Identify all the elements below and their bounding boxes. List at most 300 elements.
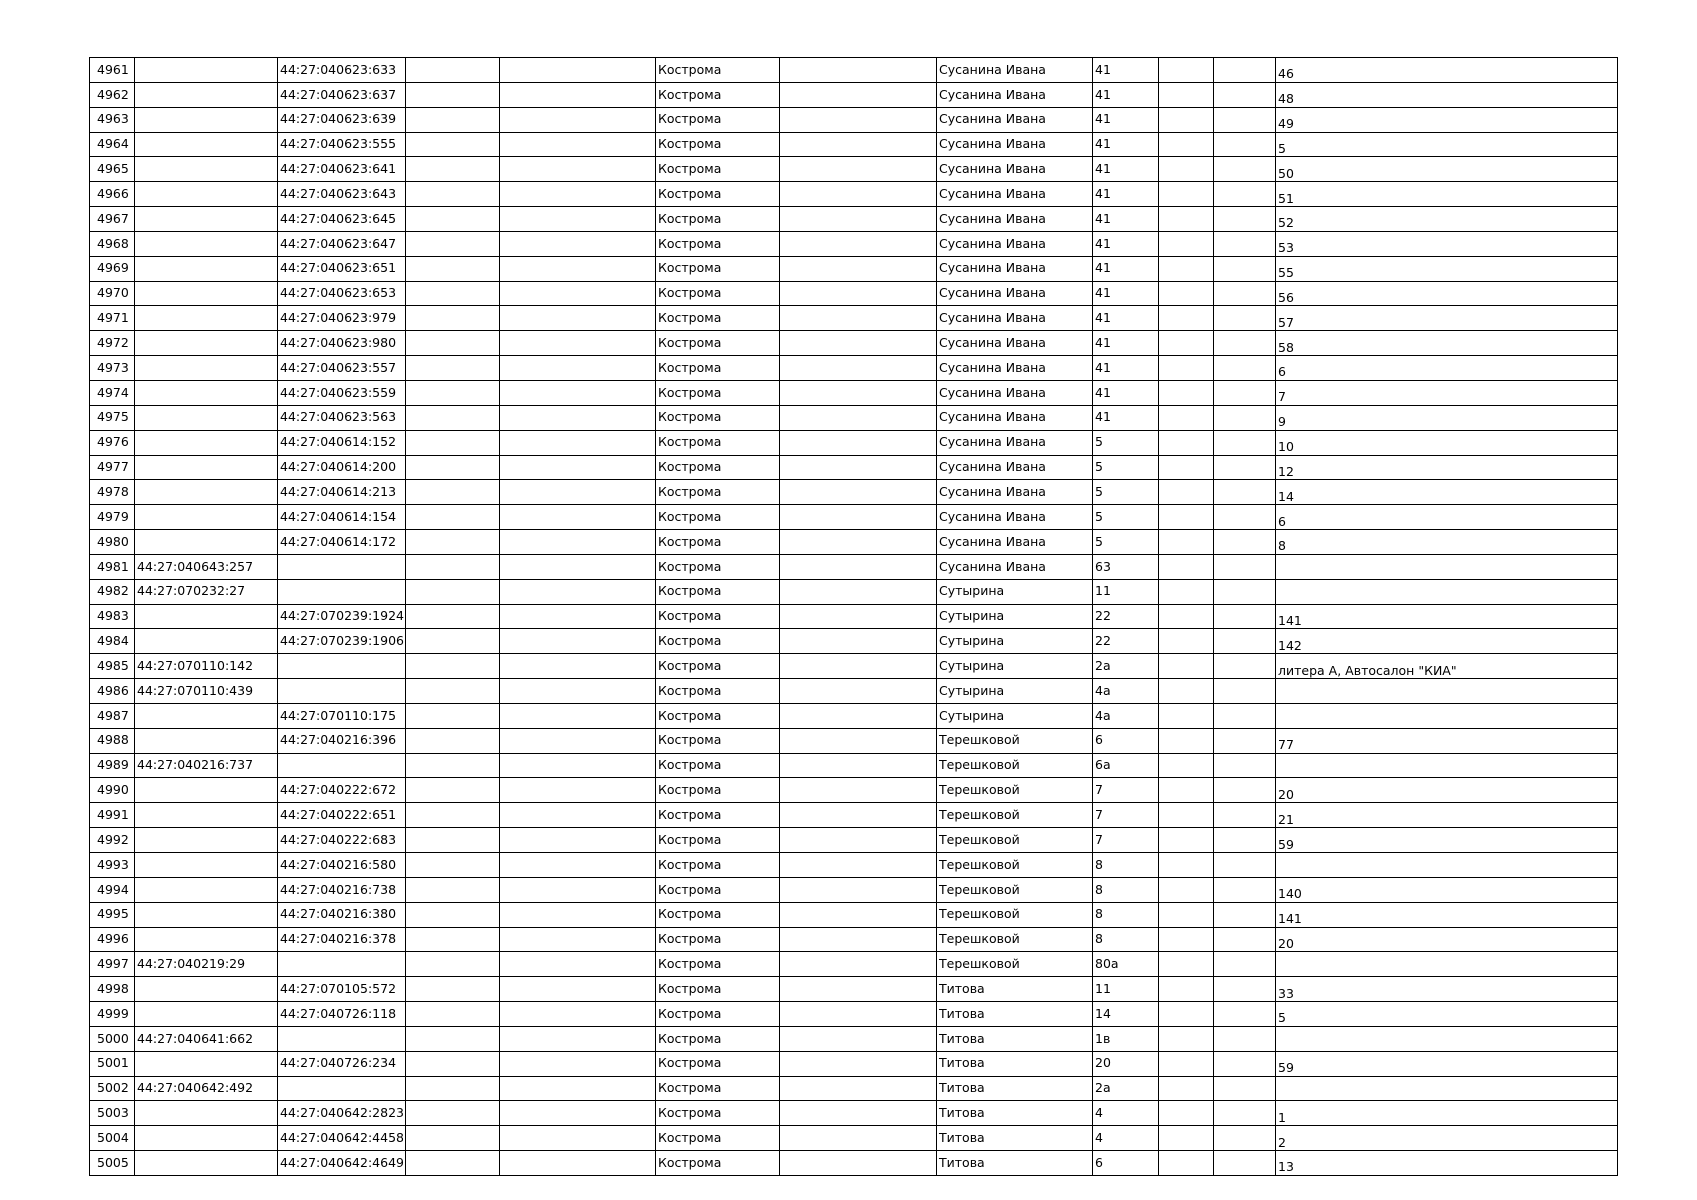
- empty-cell: [406, 1026, 500, 1051]
- row-number-cell: 5005: [90, 1151, 135, 1176]
- empty-cell: [780, 902, 937, 927]
- cadastral-subnumber-cell: 44:27:040623:651: [278, 256, 406, 281]
- empty-cell: [406, 281, 500, 306]
- empty-cell: [1159, 281, 1214, 306]
- street-cell: Сутырина: [937, 604, 1093, 629]
- empty-cell: [1159, 231, 1214, 256]
- row-number-cell: 4971: [90, 306, 135, 331]
- table-row: [90, 281, 1618, 306]
- house-number-cell: 41: [1093, 356, 1159, 381]
- cadastral-subnumber-cell: 44:27:040642:4649: [278, 1151, 406, 1176]
- empty-cell: [406, 182, 500, 207]
- table-row: [90, 554, 1618, 579]
- empty-cell: [1159, 579, 1214, 604]
- empty-cell: [1214, 728, 1276, 753]
- house-number-cell: 41: [1093, 182, 1159, 207]
- empty-cell: [1214, 828, 1276, 853]
- empty-cell: [780, 877, 937, 902]
- empty-cell: [780, 654, 937, 679]
- empty-cell: [406, 1126, 500, 1151]
- cadastral-subnumber-cell: [278, 654, 406, 679]
- empty-cell: [406, 306, 500, 331]
- table-row: [90, 1151, 1618, 1176]
- empty-cell: [406, 554, 500, 579]
- empty-cell: [780, 405, 937, 430]
- empty-cell: [1159, 455, 1214, 480]
- empty-cell: [780, 1126, 937, 1151]
- city-cell: Кострома: [656, 231, 780, 256]
- empty-cell: [780, 530, 937, 555]
- cadastral-subnumber-cell: 44:27:040216:738: [278, 877, 406, 902]
- row-number-cell: 4990: [90, 778, 135, 803]
- empty-cell: [1159, 132, 1214, 157]
- house-number-cell: 7: [1093, 778, 1159, 803]
- empty-cell: [500, 1002, 656, 1027]
- cadastral-subnumber-cell: [278, 579, 406, 604]
- empty-cell: [500, 306, 656, 331]
- cadastral-number-cell: [135, 530, 278, 555]
- street-cell: Сутырина: [937, 579, 1093, 604]
- city-cell: Кострома: [656, 82, 780, 107]
- empty-cell: [1159, 977, 1214, 1002]
- empty-cell: [500, 281, 656, 306]
- cadastral-number-cell: [135, 306, 278, 331]
- house-number-cell: 2а: [1093, 654, 1159, 679]
- table-row: [90, 902, 1618, 927]
- empty-cell: [500, 753, 656, 778]
- premises-cell: 52: [1276, 207, 1618, 232]
- premises-cell: [1276, 952, 1618, 977]
- city-cell: Кострома: [656, 306, 780, 331]
- premises-cell: 77: [1276, 728, 1618, 753]
- cadastral-number-cell: 44:27:040643:257: [135, 554, 278, 579]
- premises-cell: 141: [1276, 902, 1618, 927]
- empty-cell: [780, 306, 937, 331]
- cadastral-subnumber-cell: 44:27:040614:172: [278, 530, 406, 555]
- cadastral-number-cell: [135, 629, 278, 654]
- premises-cell: 53: [1276, 231, 1618, 256]
- cadastral-number-cell: [135, 1101, 278, 1126]
- street-cell: Терешковой: [937, 927, 1093, 952]
- table-row: [90, 1051, 1618, 1076]
- cadastral-subnumber-cell: 44:27:040216:580: [278, 853, 406, 878]
- premises-cell: 2: [1276, 1126, 1618, 1151]
- empty-cell: [500, 356, 656, 381]
- empty-cell: [780, 281, 937, 306]
- cadastral-number-cell: [135, 505, 278, 530]
- table-row: [90, 579, 1618, 604]
- table-row: [90, 927, 1618, 952]
- city-cell: Кострома: [656, 1151, 780, 1176]
- empty-cell: [1159, 629, 1214, 654]
- house-number-cell: 41: [1093, 82, 1159, 107]
- premises-cell: 5: [1276, 132, 1618, 157]
- empty-cell: [406, 455, 500, 480]
- empty-cell: [780, 207, 937, 232]
- empty-cell: [1159, 703, 1214, 728]
- empty-cell: [780, 828, 937, 853]
- empty-cell: [1214, 1026, 1276, 1051]
- row-number-cell: 4986: [90, 679, 135, 704]
- cadastral-subnumber-cell: 44:27:040614:200: [278, 455, 406, 480]
- empty-cell: [780, 952, 937, 977]
- empty-cell: [500, 778, 656, 803]
- cadastral-number-cell: [135, 157, 278, 182]
- city-cell: Кострома: [656, 579, 780, 604]
- empty-cell: [1214, 579, 1276, 604]
- empty-cell: [1159, 1101, 1214, 1126]
- house-number-cell: 1в: [1093, 1026, 1159, 1051]
- table-row: [90, 1076, 1618, 1101]
- street-cell: Титова: [937, 1002, 1093, 1027]
- empty-cell: [406, 902, 500, 927]
- street-cell: Сусанина Ивана: [937, 530, 1093, 555]
- row-number-cell: 4992: [90, 828, 135, 853]
- row-number-cell: 4981: [90, 554, 135, 579]
- empty-cell: [780, 629, 937, 654]
- empty-cell: [1159, 505, 1214, 530]
- premises-cell: 58: [1276, 331, 1618, 356]
- empty-cell: [406, 231, 500, 256]
- street-cell: Сусанина Ивана: [937, 182, 1093, 207]
- empty-cell: [500, 654, 656, 679]
- street-cell: Сусанина Ивана: [937, 331, 1093, 356]
- cadastral-subnumber-cell: 44:27:040642:4458: [278, 1126, 406, 1151]
- cadastral-number-cell: 44:27:040642:492: [135, 1076, 278, 1101]
- empty-cell: [1159, 405, 1214, 430]
- empty-cell: [406, 679, 500, 704]
- table-row: [90, 107, 1618, 132]
- house-number-cell: 41: [1093, 157, 1159, 182]
- empty-cell: [500, 902, 656, 927]
- empty-cell: [1214, 1101, 1276, 1126]
- cadastral-number-cell: 44:27:070110:439: [135, 679, 278, 704]
- row-number-cell: 5001: [90, 1051, 135, 1076]
- row-number-cell: 4970: [90, 281, 135, 306]
- house-number-cell: 41: [1093, 107, 1159, 132]
- premises-cell: 21: [1276, 803, 1618, 828]
- street-cell: Терешковой: [937, 728, 1093, 753]
- row-number-cell: 4991: [90, 803, 135, 828]
- street-cell: Сусанина Ивана: [937, 480, 1093, 505]
- table-row: [90, 306, 1618, 331]
- empty-cell: [1159, 58, 1214, 83]
- empty-cell: [1159, 952, 1214, 977]
- row-number-cell: 4979: [90, 505, 135, 530]
- empty-cell: [1214, 1051, 1276, 1076]
- empty-cell: [406, 405, 500, 430]
- city-cell: Кострома: [656, 1126, 780, 1151]
- empty-cell: [1214, 455, 1276, 480]
- street-cell: Сутырина: [937, 679, 1093, 704]
- street-cell: Сутырина: [937, 703, 1093, 728]
- cadastral-subnumber-cell: 44:27:040623:645: [278, 207, 406, 232]
- city-cell: Кострома: [656, 1002, 780, 1027]
- cadastral-subnumber-cell: 44:27:040222:672: [278, 778, 406, 803]
- table-row: [90, 728, 1618, 753]
- row-number-cell: 4985: [90, 654, 135, 679]
- city-cell: Кострома: [656, 505, 780, 530]
- street-cell: Сусанина Ивана: [937, 132, 1093, 157]
- city-cell: Кострома: [656, 728, 780, 753]
- cadastral-number-cell: [135, 902, 278, 927]
- cadastral-subnumber-cell: 44:27:040726:234: [278, 1051, 406, 1076]
- row-number-cell: 4963: [90, 107, 135, 132]
- empty-cell: [1159, 803, 1214, 828]
- empty-cell: [1159, 604, 1214, 629]
- cadastral-number-cell: 44:27:070232:27: [135, 579, 278, 604]
- empty-cell: [406, 803, 500, 828]
- street-cell: Терешковой: [937, 753, 1093, 778]
- empty-cell: [1159, 927, 1214, 952]
- cadastral-subnumber-cell: [278, 753, 406, 778]
- empty-cell: [1214, 107, 1276, 132]
- premises-cell: 59: [1276, 828, 1618, 853]
- empty-cell: [1214, 1126, 1276, 1151]
- city-cell: Кострома: [656, 182, 780, 207]
- empty-cell: [780, 82, 937, 107]
- premises-cell: [1276, 554, 1618, 579]
- row-number-cell: 4965: [90, 157, 135, 182]
- table-row: [90, 157, 1618, 182]
- table-row: [90, 455, 1618, 480]
- premises-cell: 141: [1276, 604, 1618, 629]
- street-cell: Сусанина Ивана: [937, 455, 1093, 480]
- cadastral-number-cell: [135, 207, 278, 232]
- empty-cell: [500, 256, 656, 281]
- empty-cell: [1159, 728, 1214, 753]
- street-cell: Сусанина Ивана: [937, 107, 1093, 132]
- table-row: [90, 82, 1618, 107]
- cadastral-subnumber-cell: [278, 679, 406, 704]
- cadastral-subnumber-cell: 44:27:040216:396: [278, 728, 406, 753]
- street-cell: Сутырина: [937, 654, 1093, 679]
- premises-cell: [1276, 703, 1618, 728]
- city-cell: Кострома: [656, 207, 780, 232]
- premises-cell: 59: [1276, 1051, 1618, 1076]
- house-number-cell: 8: [1093, 877, 1159, 902]
- empty-cell: [1159, 1026, 1214, 1051]
- row-number-cell: 4983: [90, 604, 135, 629]
- empty-cell: [1159, 157, 1214, 182]
- city-cell: Кострома: [656, 256, 780, 281]
- empty-cell: [1214, 281, 1276, 306]
- premises-cell: 56: [1276, 281, 1618, 306]
- city-cell: Кострома: [656, 604, 780, 629]
- street-cell: Терешковой: [937, 902, 1093, 927]
- row-number-cell: 4964: [90, 132, 135, 157]
- empty-cell: [780, 430, 937, 455]
- empty-cell: [780, 331, 937, 356]
- row-number-cell: 4977: [90, 455, 135, 480]
- row-number-cell: 4967: [90, 207, 135, 232]
- cadastral-number-cell: [135, 728, 278, 753]
- street-cell: Терешковой: [937, 778, 1093, 803]
- empty-cell: [1214, 604, 1276, 629]
- empty-cell: [500, 231, 656, 256]
- house-number-cell: 11: [1093, 977, 1159, 1002]
- table-row: [90, 778, 1618, 803]
- city-cell: Кострома: [656, 703, 780, 728]
- cadastral-number-cell: [135, 1151, 278, 1176]
- table-body: [90, 58, 1618, 1176]
- cadastral-number-cell: 44:27:040216:737: [135, 753, 278, 778]
- house-number-cell: 7: [1093, 803, 1159, 828]
- cadastral-number-cell: [135, 455, 278, 480]
- cadastral-number-cell: [135, 256, 278, 281]
- table-row: [90, 604, 1618, 629]
- house-number-cell: 14: [1093, 1002, 1159, 1027]
- empty-cell: [1214, 132, 1276, 157]
- city-cell: Кострома: [656, 629, 780, 654]
- empty-cell: [406, 132, 500, 157]
- empty-cell: [500, 579, 656, 604]
- street-cell: Титова: [937, 1026, 1093, 1051]
- row-number-cell: 4969: [90, 256, 135, 281]
- city-cell: Кострома: [656, 1076, 780, 1101]
- cadastral-subnumber-cell: 44:27:040623:559: [278, 380, 406, 405]
- empty-cell: [500, 1101, 656, 1126]
- house-number-cell: 8: [1093, 902, 1159, 927]
- cadastral-number-cell: [135, 480, 278, 505]
- row-number-cell: 5002: [90, 1076, 135, 1101]
- street-cell: Терешковой: [937, 853, 1093, 878]
- empty-cell: [780, 853, 937, 878]
- house-number-cell: 4а: [1093, 703, 1159, 728]
- street-cell: Сусанина Ивана: [937, 58, 1093, 83]
- table-row: [90, 853, 1618, 878]
- row-number-cell: 4966: [90, 182, 135, 207]
- empty-cell: [780, 604, 937, 629]
- empty-cell: [406, 530, 500, 555]
- empty-cell: [780, 728, 937, 753]
- row-number-cell: 4962: [90, 82, 135, 107]
- cadastral-number-cell: 44:27:070110:142: [135, 654, 278, 679]
- empty-cell: [1214, 1002, 1276, 1027]
- city-cell: Кострома: [656, 828, 780, 853]
- empty-cell: [780, 1051, 937, 1076]
- row-number-cell: 4980: [90, 530, 135, 555]
- city-cell: Кострома: [656, 380, 780, 405]
- empty-cell: [406, 256, 500, 281]
- cadastral-subnumber-cell: 44:27:040222:683: [278, 828, 406, 853]
- city-cell: Кострома: [656, 430, 780, 455]
- registry-table: [89, 57, 1618, 1176]
- empty-cell: [500, 82, 656, 107]
- empty-cell: [780, 977, 937, 1002]
- empty-cell: [500, 1151, 656, 1176]
- empty-cell: [1159, 902, 1214, 927]
- street-cell: Сусанина Ивана: [937, 306, 1093, 331]
- table-row: [90, 380, 1618, 405]
- empty-cell: [1214, 952, 1276, 977]
- table-row: [90, 256, 1618, 281]
- cadastral-subnumber-cell: [278, 1026, 406, 1051]
- house-number-cell: 41: [1093, 207, 1159, 232]
- empty-cell: [1159, 828, 1214, 853]
- cadastral-subnumber-cell: 44:27:040623:639: [278, 107, 406, 132]
- cadastral-number-cell: [135, 281, 278, 306]
- empty-cell: [500, 1126, 656, 1151]
- empty-cell: [1159, 1076, 1214, 1101]
- premises-cell: 14: [1276, 480, 1618, 505]
- table-row: [90, 505, 1618, 530]
- table-row: [90, 405, 1618, 430]
- house-number-cell: 5: [1093, 505, 1159, 530]
- cadastral-subnumber-cell: 44:27:070239:1924: [278, 604, 406, 629]
- city-cell: Кострома: [656, 356, 780, 381]
- premises-cell: 6: [1276, 505, 1618, 530]
- premises-cell: 8: [1276, 530, 1618, 555]
- empty-cell: [1214, 380, 1276, 405]
- cadastral-subnumber-cell: [278, 554, 406, 579]
- empty-cell: [780, 803, 937, 828]
- empty-cell: [500, 505, 656, 530]
- premises-cell: 33: [1276, 977, 1618, 1002]
- street-cell: Сусанина Ивана: [937, 505, 1093, 530]
- cadastral-number-cell: [135, 977, 278, 1002]
- empty-cell: [1159, 356, 1214, 381]
- premises-cell: 1: [1276, 1101, 1618, 1126]
- row-number-cell: 5000: [90, 1026, 135, 1051]
- empty-cell: [500, 182, 656, 207]
- table-row: [90, 331, 1618, 356]
- city-cell: Кострома: [656, 281, 780, 306]
- empty-cell: [1214, 703, 1276, 728]
- row-number-cell: 4974: [90, 380, 135, 405]
- empty-cell: [500, 1026, 656, 1051]
- cadastral-number-cell: [135, 182, 278, 207]
- empty-cell: [500, 679, 656, 704]
- empty-cell: [780, 356, 937, 381]
- empty-cell: [406, 952, 500, 977]
- street-cell: Сусанина Ивана: [937, 380, 1093, 405]
- empty-cell: [1214, 207, 1276, 232]
- empty-cell: [780, 927, 937, 952]
- table-row: [90, 356, 1618, 381]
- row-number-cell: 4987: [90, 703, 135, 728]
- row-number-cell: 4984: [90, 629, 135, 654]
- table-row: [90, 828, 1618, 853]
- row-number-cell: 4961: [90, 58, 135, 83]
- cadastral-number-cell: [135, 703, 278, 728]
- empty-cell: [500, 132, 656, 157]
- row-number-cell: 4999: [90, 1002, 135, 1027]
- city-cell: Кострома: [656, 803, 780, 828]
- empty-cell: [500, 877, 656, 902]
- street-cell: Сусанина Ивана: [937, 281, 1093, 306]
- empty-cell: [1214, 231, 1276, 256]
- premises-cell: 9: [1276, 405, 1618, 430]
- premises-cell: 57: [1276, 306, 1618, 331]
- cadastral-number-cell: [135, 331, 278, 356]
- city-cell: Кострома: [656, 853, 780, 878]
- empty-cell: [1159, 853, 1214, 878]
- empty-cell: [1214, 157, 1276, 182]
- empty-cell: [780, 182, 937, 207]
- cadastral-number-cell: 44:27:040641:662: [135, 1026, 278, 1051]
- street-cell: Терешковой: [937, 877, 1093, 902]
- city-cell: Кострома: [656, 480, 780, 505]
- house-number-cell: 4: [1093, 1126, 1159, 1151]
- cadastral-number-cell: [135, 231, 278, 256]
- house-number-cell: 41: [1093, 380, 1159, 405]
- row-number-cell: 4982: [90, 579, 135, 604]
- empty-cell: [1159, 679, 1214, 704]
- empty-cell: [1214, 778, 1276, 803]
- cadastral-subnumber-cell: 44:27:040623:557: [278, 356, 406, 381]
- empty-cell: [500, 380, 656, 405]
